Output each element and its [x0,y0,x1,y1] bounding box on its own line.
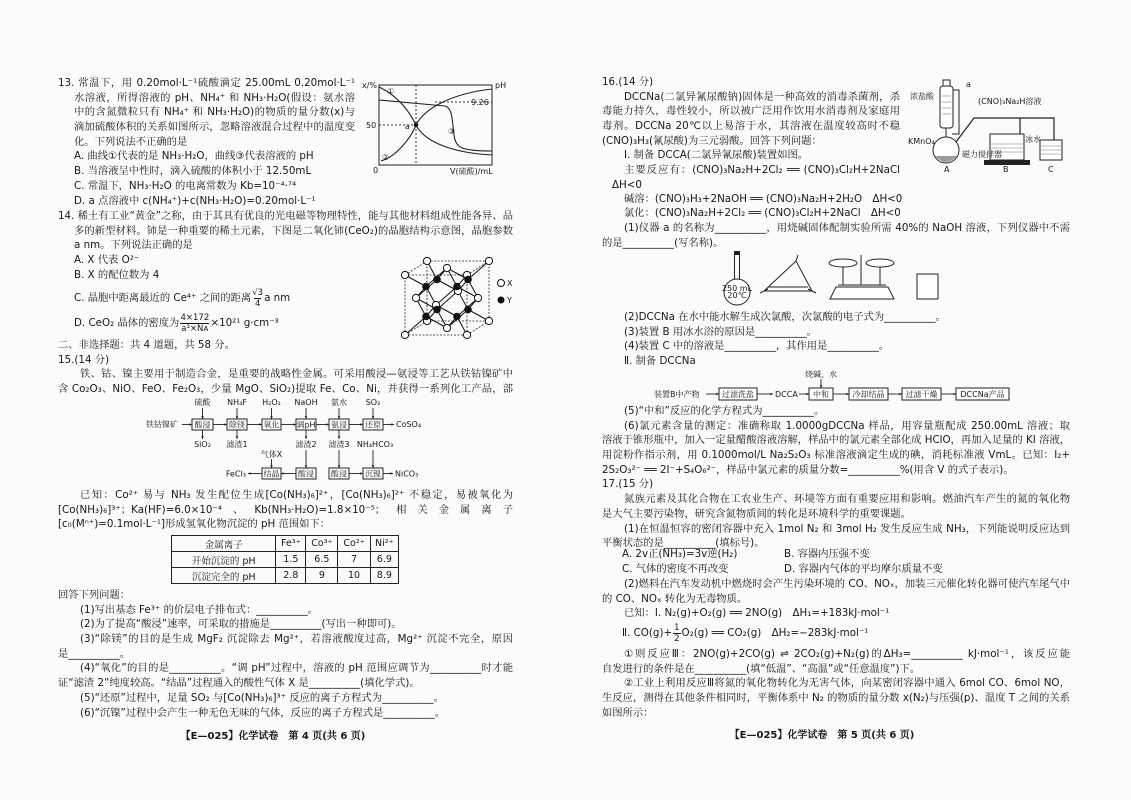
curve-3-label: ③ [448,127,456,136]
text-line: 毒剂。DCCNa 20℃以上易溶于水，其溶液在温度较高时不稳 [602,120,900,133]
table-header: Fe³⁺ [276,536,306,552]
text-line: (2)燃料在汽车发动机中燃烧时会产生污染环境的 CO、NOₓ，加装三元催化转化器可使汽车尾气中 [624,578,1070,590]
question-17-part3 [602,647,1070,720]
flow-output: SiO₂ [194,440,211,449]
ph-926-label: 9.26 [471,98,489,107]
atom-y [422,313,430,321]
arrowhead [201,436,204,439]
table-cell: 10 [338,568,370,584]
text-line: 碱溶：(CNO)₃H₃+2NaOH ══ (CNO)₃Na₂H+2H₂O ΔH<0 [624,192,903,205]
q17-equation-2 [622,622,868,644]
step-label: 中和 [813,390,829,399]
step-label: 酸浸 [331,469,347,479]
text-line: 的是__________(写名称)。 [602,236,724,249]
curve-1-label: ① [387,87,395,96]
table-row [172,552,399,568]
q17-options [622,547,1064,576]
step-label: 过滤干燥 [905,390,938,399]
text-line: (5)“中和”反应的化学方程式为__________。 [624,405,825,417]
label-a: a [966,80,971,89]
arrowhead [338,436,341,439]
arrowhead [248,472,251,475]
text-line: 溶液于锥形瓶中，加入一定量醋酸溶液溶解，样品中的氯元素全部化成 HClO，再加入足量的 KI 溶液， [602,434,1070,447]
table-row [172,568,399,584]
table-header: Co³⁺ [306,536,338,552]
table-cell: 6.5 [306,552,338,568]
text-line: 氮族元素及其化合物在工农业生产、环境等方面有重要应用和影响。燃油汽车产生的氮的氧化物 [624,493,1070,506]
table-cell: 6.9 [370,552,398,568]
table-header: Ni²⁺ [370,536,398,552]
text-line: DCCNa(二氯异氰尿酸钠)固体是一种高效的消毒杀菌剂，杀 [624,90,900,103]
label-A: A [944,165,950,174]
bond [405,317,426,336]
table-cell: 开始沉淀的 pH [172,552,276,568]
flow-output: 滤渣2 [295,440,317,449]
text-line: 如图所示： [602,706,654,719]
flask-temperature: 20℃ [727,291,747,300]
point-a-label: a [405,122,410,131]
step-label: 结晶 [263,469,280,479]
table-header: Co²⁺ [338,536,370,552]
label-ice-water: 冰水 [1025,135,1041,144]
step-label: DCCNa产品 [960,390,1005,399]
option-a: A. 2v正(NH₃)=3v逆(H₂) [622,548,738,560]
flow-input: H₂O₂ [262,398,281,407]
y-right-label: pH [495,81,507,90]
q14-option-d [74,311,279,335]
denominator: a³×Nᴀ [181,323,209,334]
atom-y [433,306,441,314]
text-line: [Co(NH₃)₆]³⁺；Ka(HF)=6.0×10⁻⁴、Kb(NH₃·H₂O)=1.8×10⁻⁵；相关金属离子 [58,503,513,516]
text-line: 15.(14 分) [58,353,110,366]
text-line: 含 Co₂O₃、NiO、FeO、Fe₂O₃，少量 MgO、SiO₂)提取 Fe、Co、Ni，并获得一系列化工产品，部 [58,383,513,396]
flow-input: SO₂ [365,398,381,407]
text-line: (4)装置 C 中的溶液是__________，其作用是__________。 [624,340,890,353]
flow-nh4hco3: NH₄HCO₃ [356,440,394,449]
arrowhead [391,423,394,426]
text-line: B. 当溶液呈中性时，滴入硫酸的体积小于 12.50mL [74,165,312,178]
step-label: 氧化 [263,420,280,430]
flow-fecl3: FeCl₃ [225,469,246,479]
atom-y [453,313,461,321]
equation-text-end: O₂(g) ══ CO₂(g) ΔH₂=−283kJ·mol⁻¹ [681,627,869,639]
text-line: 平衡状态的是__________(填标号)。 [602,537,765,550]
text-line: ΔH<0 [612,178,642,191]
table-cell: 沉淀完全的 pH [172,568,276,584]
flow-reagent: 烧碱、水 [805,370,837,379]
q15-questions [58,588,513,720]
label-hcl: 浓盐酸 [910,92,934,101]
step-label: 酸浸 [298,469,314,479]
flow-output: 滤渣3 [328,440,350,449]
q15-known-conditions [58,488,513,532]
text-line: (4)“氧化”的目的是__________。“调 pH”过程中，溶液的 pH 范围应调节为__________时才能 [80,662,513,675]
numerator: √3 [252,287,264,298]
point-a [414,123,418,127]
text-line: C. 常温下，NH₃·H₂O 的电离常数为 Kb=10⁻⁴·⁷⁴ [74,179,297,192]
q14-option-c [74,286,290,310]
text-line: ②工业上利用反应Ⅲ将氮的氧化物转化为无害气体，向某密闭容器中通入 6mol CO、6mol NO， [624,677,1070,690]
flow-gas: 气体X [260,450,283,459]
question-17-part2 [602,577,1070,621]
text-line: a nm。下列说法正确的是 [74,239,193,252]
text-line: A. 曲线①代表的是 NH₃·H₂O，曲线③代表溶液的 pH [74,150,314,163]
text-line: 13. 常温下，用 0.20mol·L⁻¹硫酸滴定 25.00mL 0.20mol·L⁻¹ [58,77,355,89]
arrowhead [390,472,393,475]
atom-x [474,294,481,301]
question-16-17-text [602,404,1070,551]
precipitation-ph-table [171,535,399,584]
text-line: 已知：Ⅰ. N₂(g)+O₂(g) ══ 2NO(g) ΔH₁=+183kJ·mol⁻¹ [624,607,890,620]
text-line: D. a 点溶液中 c(NH₄⁺)+c(NH₃·H₂O)=0.20mol·L⁻¹ [74,194,316,207]
x-axis-label: V(硫酸)/mL [450,167,493,176]
text-line: ①则反应Ⅲ：2NO(g)+2CO(g) ⇌ 2CO₂(g)+N₂(g)的ΔH₃=__________ kJ·mol⁻¹，该反应能 [624,648,1070,660]
text-line: 多的新型材料。铈是一种重要的稀土元素，下图是二氧化铈(CeO₂)的晶胞结构示意图，晶胞参数 [74,224,513,237]
text-line: 用淀粉作指示剂，用 0.1000mol/L Na₂S₂O₃ 标准溶液滴定生成的碘，消耗标准液 VmL。已知：I₂+ [602,449,1070,462]
numerator: 1 [674,622,680,633]
text-line: 化。下列说法不正确的是 [74,135,188,148]
step-label: 冷却结晶 [852,390,885,399]
flow-intermediate: DCCA [775,390,798,399]
question-16-subquestions [602,310,1070,369]
text-line: (2)DCCNa 在水中能水解生成次氯酸，次氯酸的电子式为__________。 [624,311,946,323]
text-line: (1)写出基态 Fe³⁺ 的价层电子排布式：__________。 [80,603,319,616]
atom-x [443,324,450,331]
arrowhead [305,436,308,439]
option-c-unit: a nm [264,292,291,304]
atom-x [443,264,450,271]
origin-label: 0 [373,166,379,175]
clay-triangle [760,255,816,293]
balance [829,255,894,299]
text-line: 水溶液，所得溶液的 pH、NH₄⁺ 和 NH₃·H₂O(假设：氨水溶 [74,91,355,104]
step-label: 还原 [365,420,381,430]
text-line: 自发进行的条件是在__________(填“低温”、“高温”或“任意温度”)下。 [602,662,921,675]
text-line: 2S₂O₃²⁻ ══ 2I⁻+S₄O₆²⁻，样品中氯元素的质量分数=__________%(用含 V 的式子表示)。 [602,463,1014,476]
atom-x [412,294,419,301]
text-line: 已知：Co²⁺ 易与 NH₃ 发生配位生成[Co(NH₃)₆]²⁺，[Co(NH₃)₆]²⁺ 不稳定，易被氧化为 [80,489,513,501]
text-line: 铁、钴、镍主要用于制造合金，是重要的战略性金属。可采用酸浸—氨浸等工艺从铁钴镍矿中 [80,368,513,381]
text-line: 氯化：(CNO)₃Na₂H+2Cl₂ ══ (CNO)₃Cl₂H+2NaCl ΔH<0 [624,207,901,220]
question-16-reactions [602,192,1070,251]
text-line: A. X 代表 O²⁻ [74,254,140,267]
numerator: 4×172 [180,312,210,323]
text-line: (6)“沉镍”过程中会产生一种无色无味的气体，反应的离子方程式是__________。 [80,706,446,719]
text-line: 中的含氮微粒只有 NH₄⁺ 和 NH₃·H₂O)的物质的量分数(x)与 [74,106,355,119]
bond [436,287,457,306]
volumetric-flask [722,251,753,305]
step-label: 过滤洗盐 [722,390,754,399]
text-line: (1)在恒温恒容的密闭容器中充入 1mol N₂ 和 3mol H₂ 发生反应生成 NH₃，下列能说明反应达到 [624,522,1070,535]
fraction [252,288,263,309]
table-cell: 9 [306,568,338,584]
denominator: 4 [254,298,261,309]
step-label: 氨浸 [331,420,347,430]
text-line: Ⅰ. 制备 DCCA(二氯异氰尿酸)装置如图。 [624,149,809,162]
flow-input: NH₄F [227,398,247,407]
legend-x-label: X [507,279,513,288]
flow-start: 铁钴镍矿 [146,420,178,429]
page-5-footer: 【E—025】化学试卷 第 5 页(共 6 页) [729,730,915,741]
page-4-footer: 【E—025】化学试卷 第 4 页(共 6 页) [180,731,366,742]
legend-y-marker [498,297,505,304]
denominator: 2 [674,633,680,644]
text-line: 生反应，测得在其他条件相同时，平衡体系中 N₂ 的物质的量分数 x(N₂)与压强(p)、温度 T 之间的关系 [602,692,1070,705]
atom-y [464,276,472,284]
text-line: 回答下列问题： [58,589,131,601]
text-line: (3)装置 B 用冰水浴的原因是__________。 [624,325,817,338]
option-d-text: D. CeO₂ 晶体的密度为 [74,317,180,329]
option-d: D. 容器内气体的平均摩尔质量不变 [784,562,943,575]
text-line: [c₀(Mⁿ⁺)=0.1mol·L⁻¹]形成氢氧化物沉淀的 pH 范围如下： [58,518,331,531]
flask-volume: 250 mL [721,284,753,293]
y-left-label: x/% [362,81,378,90]
label-solution: (CNO)₃Na₂H溶液 [978,97,1042,106]
curve-2-label: ② [382,153,390,162]
text-line: 14. 稀土有工业“黄金”之称，由于其具有优良的光电磁等物理特性，能与其他材料组成性能各异、品 [58,210,513,222]
flow-input: 氨水 [331,398,347,407]
flow-start: 装置B中产物 [654,390,700,399]
q15-process-flowchart [140,396,435,484]
atom-x [401,271,408,278]
dccna-process-flowchart [650,369,1015,405]
arrowhead [236,436,239,439]
atom-x [485,257,492,264]
atom-y [453,283,461,291]
text-line: (2)为了提高“酸浸”速率，可采取的措施是__________(写出一种即可)。 [80,618,402,631]
ceo2-unit-cell-figure [395,255,520,340]
step-label: 调pH [296,420,316,430]
table-cell: 2.8 [276,568,306,584]
text-line: 证“滤渣 2”纯度较高。“结晶”过程通入的酸性气体 X 是__________(填化学式)。 [58,677,420,690]
text-line: 是__________。 [58,647,131,660]
table-cell: 1.5 [276,552,306,568]
text-line: 17.(15 分) [602,478,654,491]
dropping-funnel [940,86,953,128]
option-d-unit: ×10²¹ g·cm⁻³ [210,317,279,329]
legend-y-label: Y [507,296,512,305]
atom-y [422,283,430,291]
section-2-and-q15-intro [58,338,513,397]
label-C: C [1048,165,1054,174]
label-kmno4: KMnO₄ [908,137,935,146]
text-line: 滴加硫酸体积的关系如图所示，忽略溶液混合过程中的温度变 [74,121,355,134]
text-line: Ⅱ. 制备 DCCNa [624,355,696,368]
fraction [673,623,680,644]
text-line: (CNO)₃H₃(氰尿酸)为三元弱酸。回答下列问题： [602,134,822,147]
equation-text: Ⅱ. CO(g)+ [622,627,673,639]
text-line: (5)“还原”过程中，足量 SO₂ 与[Co(NH₃)₆]³⁺ 反应的离子方程式为__________。 [80,691,444,704]
question-16-intro [602,75,900,193]
arrowhead [770,393,773,396]
step-label: 除镁 [229,420,245,430]
label-stirrer: 磁力搅拌器 [962,150,1002,159]
beaker [917,274,938,299]
text-line: 16.(14 分) [602,76,654,88]
flow-output: 滤渣1 [226,440,248,449]
text-line: (6)氯元素含量的测定：准确称取 1.0000gDCCNa 样品，用容量瓶配成 250.00mL 溶液；取 [624,419,1070,432]
atom-x [485,317,492,324]
lab-instruments-figure [720,251,945,306]
table-cell: 8.9 [370,568,398,584]
question-13 [58,76,355,208]
text-line: 的 CO、NOₓ 转化为无毒物质。 [602,592,748,605]
table-header: 金属离子 [172,536,276,552]
step-label: 沉镍 [365,469,381,479]
text-line: 二、非选择题：共 4 道题，共 58 分。 [58,339,235,351]
option-b: B. 容器内压强不变 [784,548,870,560]
atom-y [464,306,472,314]
funnel-stopper [943,80,950,86]
atom-x [423,257,430,264]
mark-50-label: 50 [366,121,377,130]
flow-nico3: NiCO₃ [395,469,419,479]
text-line: (1)仪器 a 的名称为__________，用烧碱固体配制实验所需 40%的 NaOH 溶液，下列仪器中不需 [624,222,1070,235]
label-B: B [1003,165,1009,174]
flask-liquid [935,156,957,162]
text-line: B. X 的配位数为 4 [74,268,160,281]
text-line: 是大气主要污染物，研究含氮物质间的转化是环境科学的重要课题。 [602,507,911,520]
legend-x-marker [498,280,505,287]
option-c: C. 气体的密度不再改变 [622,562,729,575]
fraction [180,313,209,334]
text-line: 毒能力持久，毒性较小，所以被广泛用作饮用水消毒剂及家庭用 [602,105,900,118]
q13-titration-figure [335,75,505,175]
table-header-row [172,536,399,552]
atom-y [433,276,441,284]
flow-product: CoSO₄ [396,420,422,429]
text-line: 主要反应有：(CNO)₃Na₂H+2Cl₂ ══ (CNO)₃Cl₂H+2NaCl [624,164,900,177]
flow-input: 硫酸 [194,398,211,407]
step-label: 酸浸 [194,420,211,430]
table-cell: 7 [338,552,370,568]
flow-input: NaOH [294,398,318,407]
option-c-text: C. 晶胞中距离最近的 Ce⁴⁺ 之间的距离 [74,292,252,304]
dcca-apparatus-figure [904,78,1069,174]
bond [468,261,489,280]
text-line: (3)“除镁”的目的是生成 MgF₂ 沉淀除去 Mg²⁺，若溶液酸度过高，Mg²⁺ 沉淀不完全，原因 [80,633,513,646]
